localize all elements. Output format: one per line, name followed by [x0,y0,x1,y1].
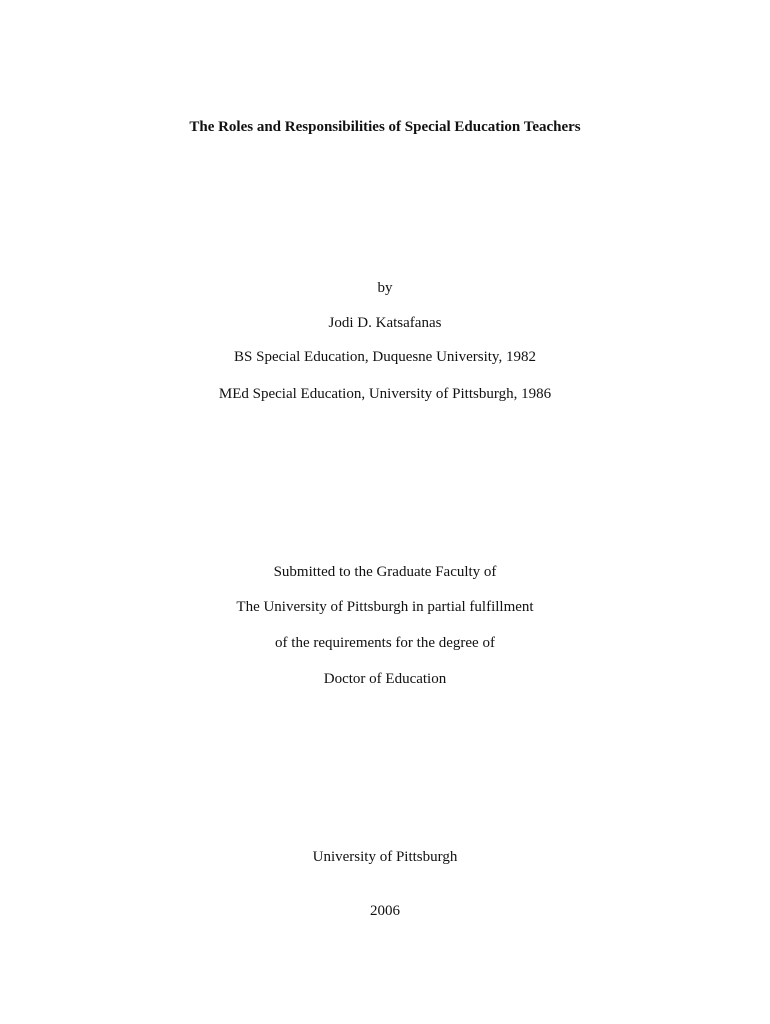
by-line: by [377,280,393,296]
author-name: Jodi D. Katsafanas [328,315,442,331]
degree-line-2: MEd Special Education, University of Pittsburgh, 1986 [218,386,552,402]
degree-name: Doctor of Education [323,671,447,687]
publication-year: 2006 [370,903,400,919]
institution-name: University of Pittsburgh [312,849,458,865]
submission-line-2: The University of Pittsburgh in partial fulfillment [236,599,534,615]
submission-line-3: of the requirements for the degree of [275,635,495,651]
document-title: The Roles and Responsibilities of Special Education Teachers [189,119,581,135]
submission-line-1: Submitted to the Graduate Faculty of [273,564,497,580]
degree-line-1: BS Special Education, Duquesne University, 1982 [234,349,536,365]
